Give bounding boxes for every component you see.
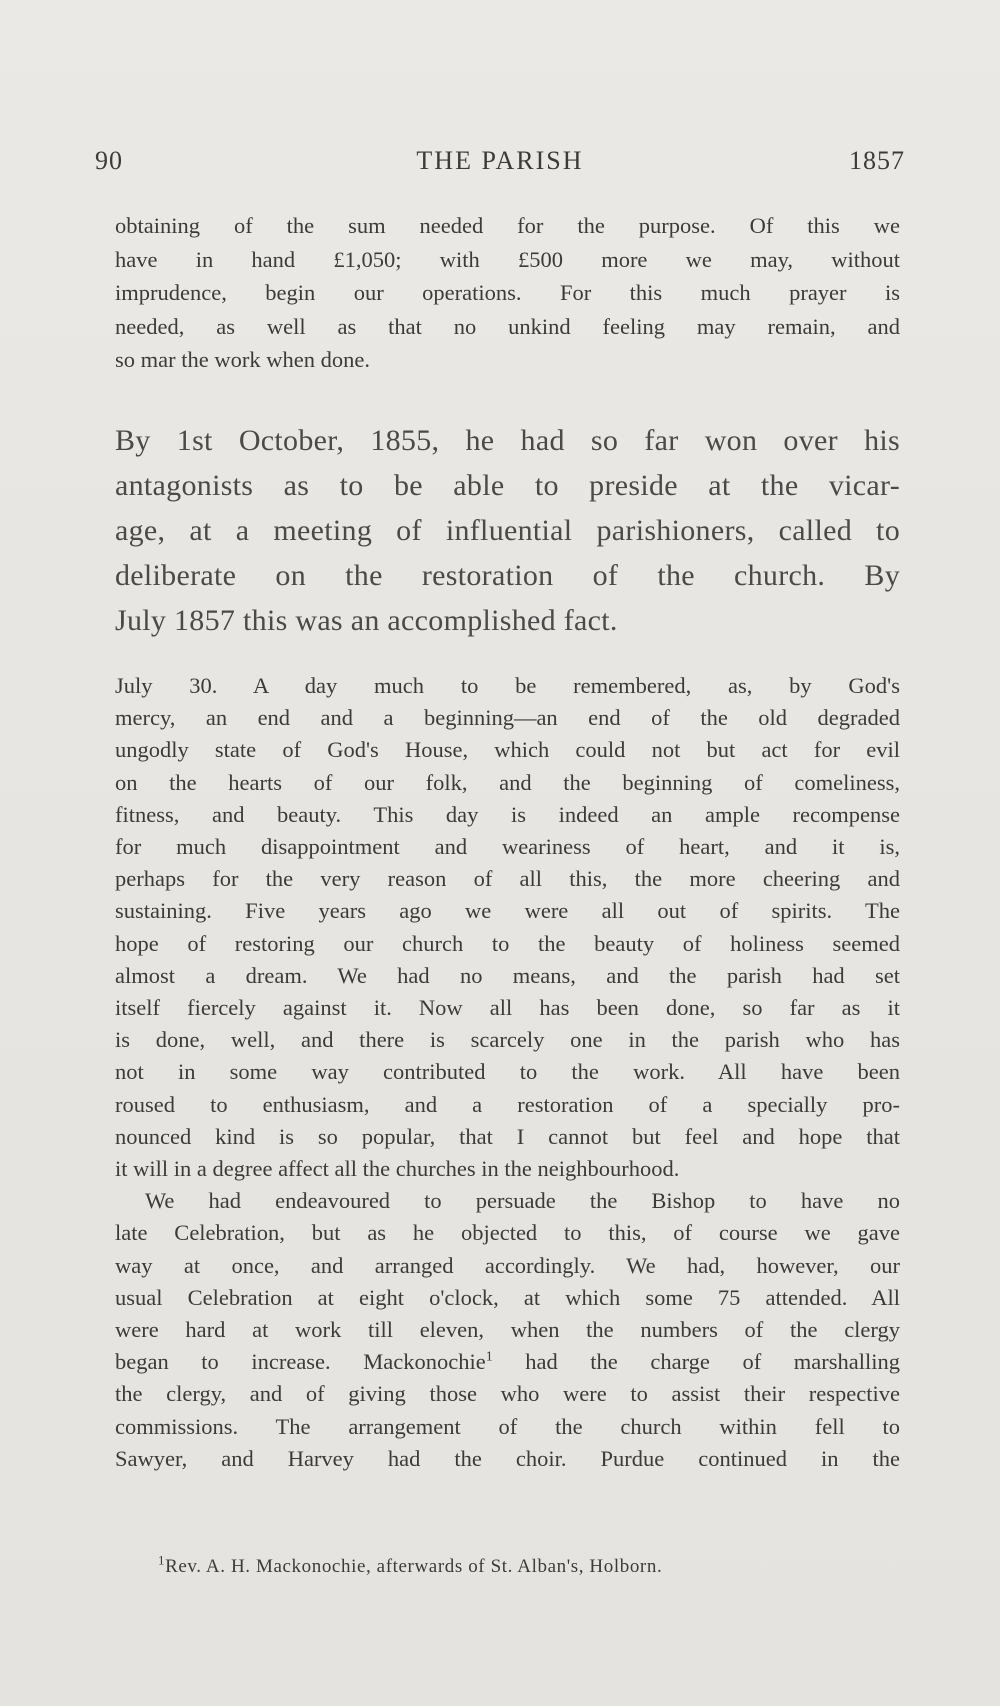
text-line: not in some way contributed to the work. All have been xyxy=(115,1059,900,1085)
footnote-marker: 1 xyxy=(158,1552,166,1568)
text-segment: began to increase. Mackonochie xyxy=(115,1349,486,1375)
quoted-letter-paragraph xyxy=(115,209,900,377)
text-line: ungodly state of God's House, which could not but act for evil xyxy=(115,737,900,763)
diary-entry xyxy=(115,670,900,1475)
footnote xyxy=(158,1552,663,1578)
text-line: imprudence, begin our operations. For this much prayer is xyxy=(115,280,900,305)
text-line: were hard at work till eleven, when the numbers of the clergy xyxy=(115,1317,900,1343)
narrative-paragraph xyxy=(115,418,900,643)
text-line: July 30. A day much to be remembered, as, by God's xyxy=(115,673,900,698)
text-line: way at once, and arranged accordingly. We had, however, our xyxy=(115,1252,900,1278)
text-line: nounced kind is so popular, that I cannot but feel and hope that xyxy=(115,1123,900,1149)
text-line: obtaining of the sum needed for the purpose. Of this we xyxy=(115,213,900,238)
text-line: mercy, an end and a beginning—an end of the old degraded xyxy=(115,705,900,731)
text-line: roused to enthusiasm, and a restoration of a specially pro- xyxy=(115,1091,900,1117)
text-line: on the hearts of our folk, and the beginning of comeliness, xyxy=(115,769,900,795)
text-line: perhaps for the very reason of all this, the more cheering and xyxy=(115,866,900,892)
text-line: hope of restoring our church to the beauty of holiness seemed xyxy=(115,930,900,956)
running-header xyxy=(95,146,905,186)
footnote-text: Rev. A. H. Mackonochie, afterwards of St. Alban's, Holborn. xyxy=(165,1556,663,1577)
text-line: the clergy, and of giving those who were to assist their respective xyxy=(115,1381,900,1407)
text-line: almost a dream. We had no means, and the parish had set xyxy=(115,962,900,988)
running-title: THE PARISH xyxy=(416,146,584,175)
text-line: itself fiercely against it. Now all has been done, so far as it xyxy=(115,995,900,1021)
text-line: age, at a meeting of influential parishioners, called to xyxy=(115,514,900,547)
text-line: By 1st October, 1855, he had so far won over his xyxy=(115,424,900,457)
text-line: fitness, and beauty. This day is indeed an ample recompense xyxy=(115,801,900,827)
text-line: antagonists as to be able to preside at the vicar- xyxy=(115,469,900,502)
text-line: Sawyer, and Harvey had the choir. Purdue continued in the xyxy=(115,1445,900,1471)
footnote-reference: 1 xyxy=(485,1349,493,1365)
text-segment: had the charge of marshalling xyxy=(492,1349,900,1375)
page-number: 90 xyxy=(95,146,123,175)
text-line: needed, as well as that no unkind feeling may remain, and xyxy=(115,313,900,339)
text-line: have in hand £1,050; with £500 more we may, without xyxy=(115,246,900,272)
text-line: so mar the work when done. xyxy=(115,347,370,372)
text-line: sustaining. Five years ago we were all out of spirits. The xyxy=(115,898,900,924)
text-line: usual Celebration at eight o'clock, at which some 75 attended. All xyxy=(115,1284,900,1310)
text-line: it will in a degree affect all the churches in the neighbourhood. xyxy=(115,1156,680,1182)
header-year: 1857 xyxy=(849,146,905,175)
text-line: deliberate on the restoration of the church. By xyxy=(115,559,900,592)
text-line: late Celebration, but as he objected to this, of course we gave xyxy=(115,1220,900,1246)
text-line: July 1857 this was an accomplished fact. xyxy=(115,604,618,637)
text-line: is done, well, and there is scarcely one in the parish who has xyxy=(115,1027,900,1053)
text-line: We had endeavoured to persuade the Bishop to have no xyxy=(145,1188,900,1214)
text-line: for much disappointment and weariness of heart, and it is, xyxy=(115,834,900,860)
text-line-with-footnote xyxy=(115,1346,900,1378)
text-line: commissions. The arrangement of the church within fell to xyxy=(115,1413,900,1439)
